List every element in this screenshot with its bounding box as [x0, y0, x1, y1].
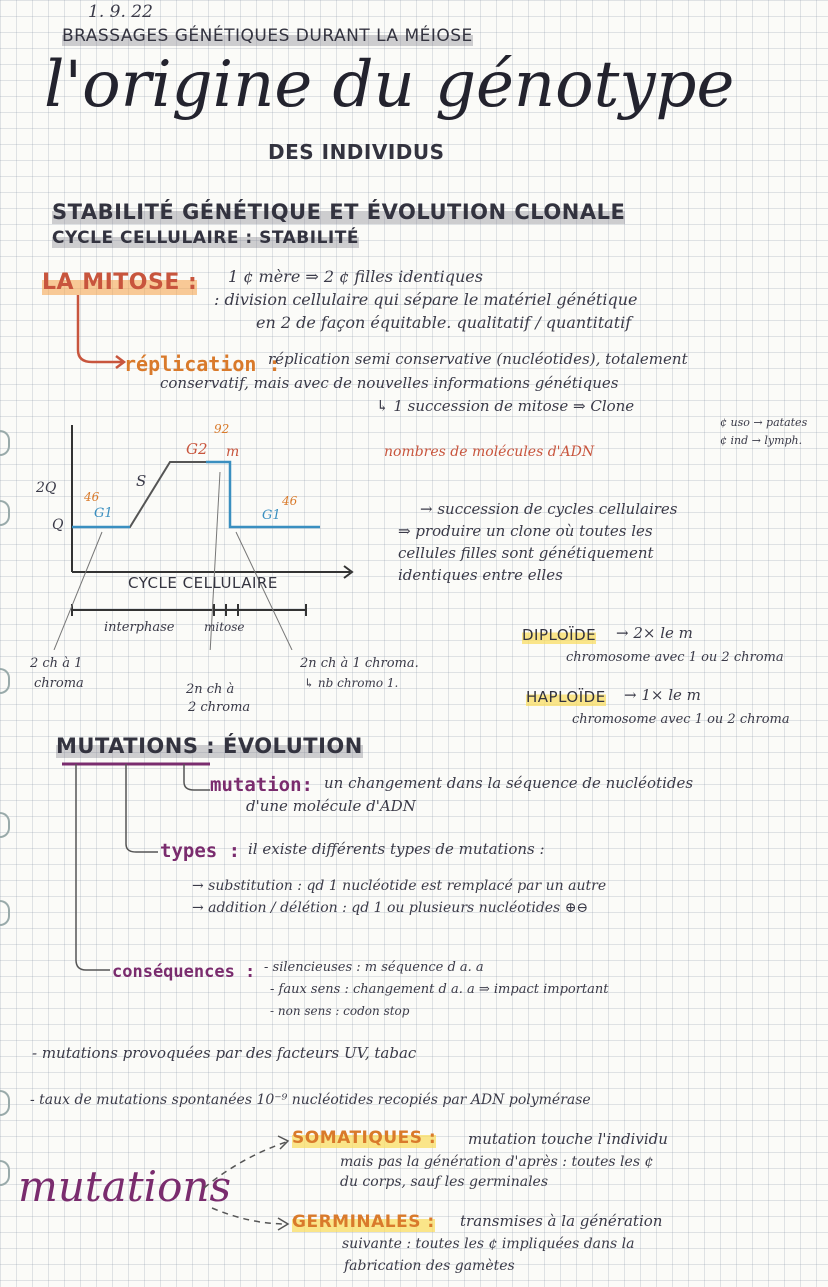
haploide-label: HAPLOÏDE — [526, 688, 606, 706]
ann-right-2: ↳ nb chromo 1. — [304, 676, 399, 690]
germinales-line-1: transmises à la génération — [460, 1212, 663, 1230]
binder-hole — [0, 900, 10, 926]
replication-arrow — [60, 290, 130, 370]
binder-hole — [0, 430, 10, 456]
types-line-3: → addition / délétion : qd 1 ou plusieurs nucléotides ⊕⊖ — [192, 900, 589, 916]
section-heading-mutations: MUTATIONS : ÉVOLUTION — [56, 734, 363, 758]
mitose-line-2: : division cellulaire qui sépare le matériel génétique — [214, 290, 638, 309]
binder-hole — [0, 1090, 10, 1116]
page-title-sub: DES INDIVIDUS — [268, 140, 445, 164]
clone-line-4: identiques entre elles — [398, 566, 563, 584]
somatiques-line-3: du corps, sauf les germinales — [340, 1174, 549, 1190]
graph-g1-right: G1 — [262, 508, 281, 523]
clone-line-1: → succession de cycles cellulaires — [420, 500, 678, 518]
graph-g1-left: G1 — [94, 506, 113, 521]
consequences-label: conséquences : — [112, 962, 256, 982]
graph-g2-num: 92 — [214, 422, 230, 436]
germinales-label: GERMINALES : — [292, 1212, 435, 1232]
mitose-label: LA MITOSE : — [42, 270, 198, 295]
graph-ylabel-note: nombres de molécules d'ADN — [384, 444, 595, 460]
mitose-line-3: en 2 de façon équitable. qualitatif / quantitatif — [256, 313, 632, 332]
mutation-line-2: d'une molécule d'ADN — [246, 797, 416, 815]
mutation-line-1: un changement dans la séquence de nucléotides — [324, 774, 694, 792]
ann-left-1: 2 ch à 1 — [30, 656, 83, 671]
graph-m: m — [226, 444, 240, 460]
replication-line-2: conservatif, mais avec de nouvelles informations génétiques — [160, 374, 619, 392]
graph-s: S — [136, 472, 147, 490]
cons-line-3: - non sens : codon stop — [270, 1004, 410, 1018]
date-scribble: 1. 9. 22 — [88, 2, 153, 22]
side-note-2: ¢ ind → lymph. — [720, 434, 803, 447]
mutations-big-word: mutations — [18, 1162, 231, 1211]
germinales-line-3: fabrication des gamètes — [344, 1258, 515, 1274]
ann-left-2: chroma — [34, 676, 84, 691]
diploide-line-1: → 2× le m — [616, 624, 693, 642]
ann-right-1: 2n ch à 1 chroma. — [300, 656, 419, 671]
somatiques-line-2: mais pas la génération d'après : toutes les ¢ — [340, 1154, 654, 1170]
haploide-line-1: → 1× le m — [624, 686, 701, 704]
clone-line-3: cellules filles sont génétiquement — [398, 544, 654, 562]
ann-mid-2: 2 chroma — [188, 700, 251, 715]
types-line-2: → substitution : qd 1 nucléotide est remplacé par un autre — [192, 878, 607, 894]
timeline-mitose: mitose — [204, 620, 245, 634]
page-subtitle: BRASSAGES GÉNÉTIQUES DURANT LA MÉIOSE — [62, 26, 473, 46]
replication-label: réplication : — [124, 352, 281, 376]
section-heading-stabilite: STABILITÉ GÉNÉTIQUE ET ÉVOLUTION CLONALE — [52, 200, 626, 224]
diploide-label: DIPLOÏDE — [522, 626, 597, 644]
section-subheading-cycle: CYCLE CELLULAIRE : STABILITÉ — [52, 228, 359, 248]
binder-hole — [0, 812, 10, 838]
graph-xlabel: CYCLE CELLULAIRE — [128, 574, 278, 592]
replication-line-1: réplication semi conservative (nucléotides), totalement — [268, 350, 688, 368]
mitose-line-1: 1 ¢ mère ⇒ 2 ¢ filles identiques — [228, 267, 483, 286]
note-2: - taux de mutations spontanées 10⁻⁹ nucléotides recopiés par ADN polymérase — [30, 1092, 591, 1108]
graph-y-q: Q — [52, 517, 64, 533]
graph-g1-right-num: 46 — [282, 494, 298, 508]
graph-g2: G2 — [186, 440, 208, 458]
types-label: types : — [160, 840, 241, 862]
clone-line-2: ⇒ produire un clone où toutes les — [398, 522, 653, 540]
mutation-branch-arrows — [200, 1128, 300, 1238]
germinales-line-2: suivante : toutes les ¢ impliquées dans la — [342, 1236, 635, 1252]
note-1: - mutations provoquées par des facteurs UV, tabac — [32, 1044, 417, 1062]
haploide-line-2: chromosome avec 1 ou 2 chroma — [572, 712, 790, 727]
cons-line-2: - faux sens : changement d a. a ⇒ impact important — [270, 982, 609, 997]
side-note-1: ¢ uso → patates — [720, 416, 808, 429]
page-title: l'origine du génotype — [44, 48, 735, 122]
ann-mid-1: 2n ch à — [186, 682, 235, 697]
binder-hole — [0, 500, 10, 526]
binder-hole — [0, 668, 10, 694]
somatiques-line-1: mutation touche l'individu — [468, 1130, 668, 1148]
cons-line-1: - silencieuses : m séquence d a. a — [264, 960, 484, 975]
binder-hole — [0, 1160, 10, 1186]
mutation-label: mutation: — [210, 774, 313, 796]
graph-y-2q: 2Q — [36, 480, 57, 496]
replication-line-3: ↳ 1 succession de mitose ⇒ Clone — [376, 397, 635, 415]
diploide-line-2: chromosome avec 1 ou 2 chroma — [566, 650, 784, 665]
timeline-interphase: interphase — [104, 620, 175, 635]
somatiques-label: SOMATIQUES : — [292, 1128, 437, 1148]
types-line-1: il existe différents types de mutations : — [248, 840, 545, 858]
graph-g1-left-num: 46 — [84, 490, 100, 504]
